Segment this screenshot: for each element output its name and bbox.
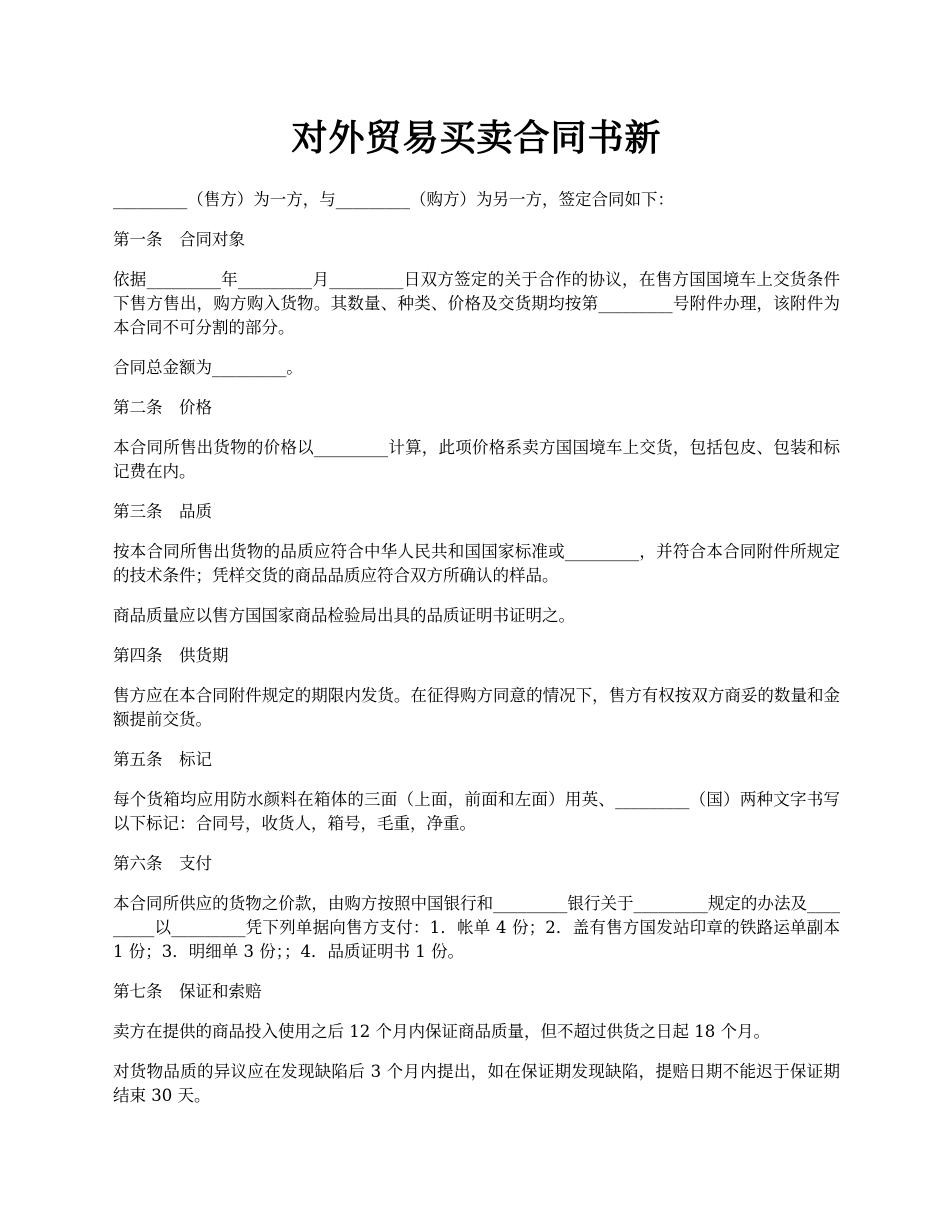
article-paragraph: 商品质量应以售方国国家商品检验局出具的品质证明书证明之。 [113,606,575,625]
article-paragraph: 按本合同所售出货物的品质应符合中华人民共和国国家标准或_________，并符合本合同附件所规定的技术条件；凭样交货的商品品质应符合双方所确认的样品。 [113,542,840,585]
article-paragraph: 对货物品质的异议应在发现缺陷后 3 个月内提出，如在保证期发现缺陷，提赔日期不能迟于保证期结束 30 天。 [113,1062,840,1105]
article-paragraph: 依据_________年_________月_________日双方签定的关于合作的协议，在售方国国境车上交货条件下售方售出，购方购入货物。其数量、种类、价格及交货期均按第_________号附件办理，该附件为本合同不可分割的部分。 [113,270,840,337]
article-5 [113,748,840,836]
article-heading: 第六条 支付 [113,854,212,873]
article-4 [113,644,840,732]
document-page [113,112,846,1124]
article-heading: 第五条 标记 [113,750,212,769]
article-paragraph: 本合同所售出货物的价格以_________计算，此项价格系卖方国国境车上交货，包括包皮、包装和标记费在内。 [113,438,840,481]
article-paragraph: 合同总金额为_________。 [113,358,303,377]
article-heading: 第一条 合同对象 [113,230,245,249]
article-heading: 第七条 保证和索赔 [113,982,262,1001]
article-3 [113,500,840,628]
article-7 [113,980,840,1108]
article-paragraph: 卖方在提供的商品投入使用之后 12 个月内保证商品质量，但不超过供货之日起 18 个月。 [113,1022,770,1041]
article-6 [113,852,846,964]
article-paragraph: 售方应在本合同附件规定的期限内发货。在征得购方同意的情况下，售方有权按双方商妥的数量和金额提前交货。 [113,686,840,729]
article-heading: 第三条 品质 [113,502,212,521]
article-paragraph: 每个货箱均应用防水颜料在箱体的三面（上面，前面和左面）用英、_________（国）两种文字书写以下标记：合同号，收货人，箱号，毛重，净重。 [113,790,840,833]
document-title: 对外贸易买卖合同书新 [291,117,662,159]
article-heading: 第二条 价格 [113,398,212,417]
intro-paragraph: _________（售方）为一方，与_________（购方）为另一方，签定合同如下： [113,190,674,209]
article-heading: 第四条 供货期 [113,646,229,665]
article-2 [113,396,840,484]
article-1 [113,228,840,380]
article-paragraph: 本合同所供应的货物之价款，由购方按照中国银行和_________银行关于_________规定的办法及_________以_________凭下列单据向售方支付：1．帐单 4 份；2．盖有售方国发站印章的铁路运单副本 1 份；3．明细单 3 份；；4．品质证明书 1 份。 [113,894,846,961]
